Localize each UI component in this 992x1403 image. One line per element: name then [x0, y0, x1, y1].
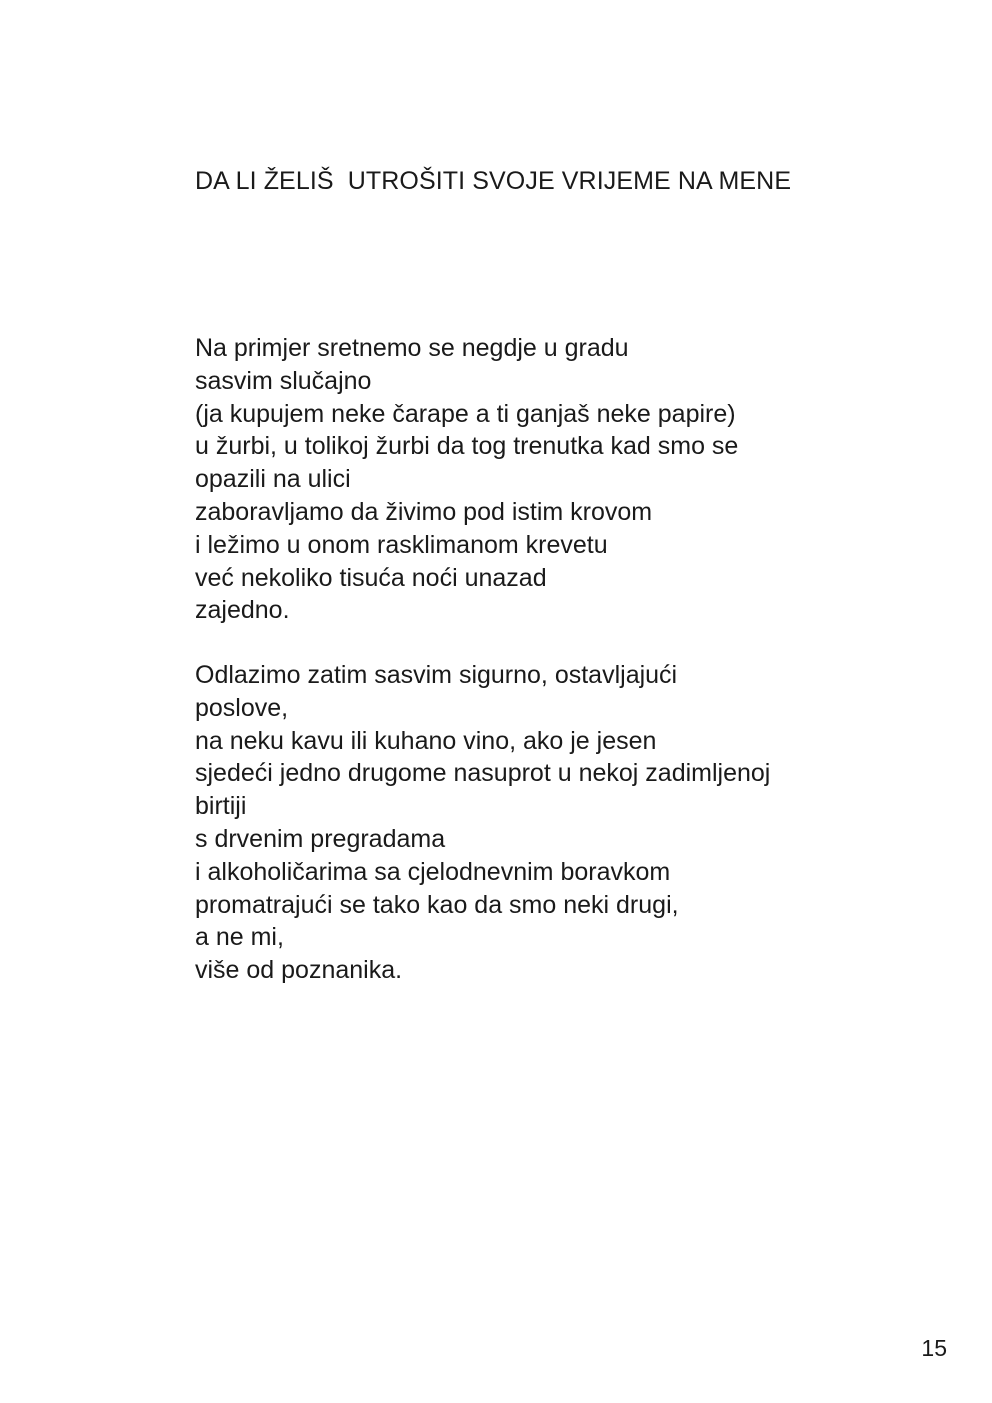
poem-line: u žurbi, u tolikoj žurbi da tog trenutka kad smo se: [195, 432, 739, 461]
poem-line: i alkoholičarima sa cjelodnevnim boravkom: [195, 857, 671, 886]
poem-line: opazili na ulici: [195, 465, 351, 494]
poem-line: a ne mi,: [195, 923, 284, 952]
stanza-1: [195, 332, 738, 627]
poem-line: zaboravljamo da živimo pod istim krovom: [195, 497, 653, 526]
poem-line: Odlazimo zatim sasvim sigurno, ostavljajući: [195, 661, 678, 689]
poem-line: već nekoliko tisuća noći unazad: [195, 563, 547, 592]
poem-title: DA LI ŽELIŠ UTROŠITI SVOJE VRIJEME NA MENE: [195, 167, 792, 195]
poem-line: promatrajući se tako kao da smo neki drugi,: [195, 890, 679, 919]
poem-line: sasvim slučajno: [195, 366, 372, 395]
poem-line: i ležimo u onom rasklimanom krevetu: [195, 530, 608, 559]
poem-line: Na primjer sretnemo se negdje u gradu: [195, 334, 629, 362]
poem-line: birtiji: [195, 792, 247, 821]
poem-line: poslove,: [195, 693, 289, 722]
page-number: 15: [921, 1335, 947, 1361]
poem-line: s drvenim pregradama: [195, 824, 446, 853]
poem-line: zajedno.: [195, 596, 290, 625]
poem-line: više od poznanika.: [195, 956, 403, 985]
stanza-2: [195, 659, 770, 987]
poem-line: (ja kupujem neke čarape a ti ganjaš neke papire): [195, 399, 736, 428]
poem-line: sjedeći jedno drugome nasuprot u nekoj zadimljenoj: [195, 759, 771, 788]
poem-line: na neku kavu ili kuhano vino, ako je jesen: [195, 726, 657, 755]
